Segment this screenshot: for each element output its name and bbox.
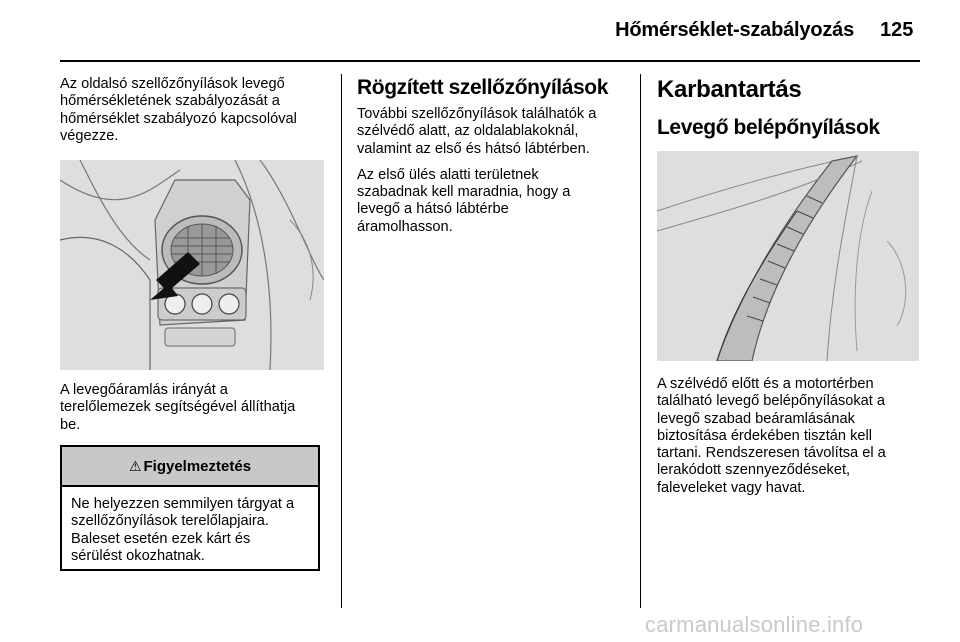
fixed-vents-paragraph-2: Az első ülés alatti területnek szabadnak kell maradnia, hogy a levegő a hátsó lábtérbe áramolhasson. bbox=[357, 166, 571, 235]
fixed-vents-paragraph-1: További szellőzőnyílások találhatók a szélvédő alatt, az oldalablakoknál, valamint az első és hátsó lábtérben. bbox=[357, 106, 597, 157]
warning-body: Ne helyezzen semmilyen tárgyat a szellőzőnyílások terelőlapjaira. Baleset esetén ezek kárt és sérülést okozhatnak. bbox=[71, 496, 295, 564]
warning-header bbox=[62, 447, 318, 487]
air-inlet-illustration bbox=[657, 151, 919, 361]
page-title: Hőmérséklet-szabályozás bbox=[615, 19, 854, 41]
section-heading-fixed-vents: Rögzített szellőzőnyílások bbox=[357, 76, 608, 99]
column-left bbox=[60, 76, 328, 145]
column-middle bbox=[357, 76, 629, 236]
maintenance-paragraph: A szélvédő előtt és a motortérben található levegő belépőnyílásokat a levegő szabad beáramlásának biztosítása érdekében tisztán kell tartani. Rendszeresen távolítsa el a lerakódott szennyeződéseket, faleveleket vagy havat. bbox=[657, 376, 886, 496]
vent-figure bbox=[60, 160, 324, 370]
page-number: 125 bbox=[880, 19, 914, 41]
warning-icon: ⚠ bbox=[128, 457, 142, 474]
page-header bbox=[0, 0, 960, 58]
warning-box bbox=[60, 445, 320, 571]
vent-illustration bbox=[60, 160, 324, 370]
caption-text: A levegőáramlás irányát a terelőlemezek segítségével állíthatja be. bbox=[60, 382, 296, 433]
header-divider bbox=[60, 60, 920, 62]
air-inlet-figure bbox=[657, 151, 919, 361]
column-right bbox=[657, 76, 923, 140]
subheading-air-inlets: Levegő belépőnyílások bbox=[657, 116, 880, 139]
column-divider-2 bbox=[640, 74, 641, 608]
maintenance-text bbox=[657, 376, 923, 497]
intro-paragraph: Az oldalsó szellőzőnyílások levegő hőmérsékletének szabályozását a hőmérséklet szabályozó kapcsolóval végezze. bbox=[60, 76, 297, 144]
warning-title: Figyelmeztetés bbox=[143, 457, 252, 475]
watermark: carmanualsonline.info bbox=[645, 612, 864, 637]
column-divider-1 bbox=[341, 74, 342, 608]
vent-caption bbox=[60, 382, 330, 434]
section-heading-maintenance: Karbantartás bbox=[657, 76, 802, 103]
